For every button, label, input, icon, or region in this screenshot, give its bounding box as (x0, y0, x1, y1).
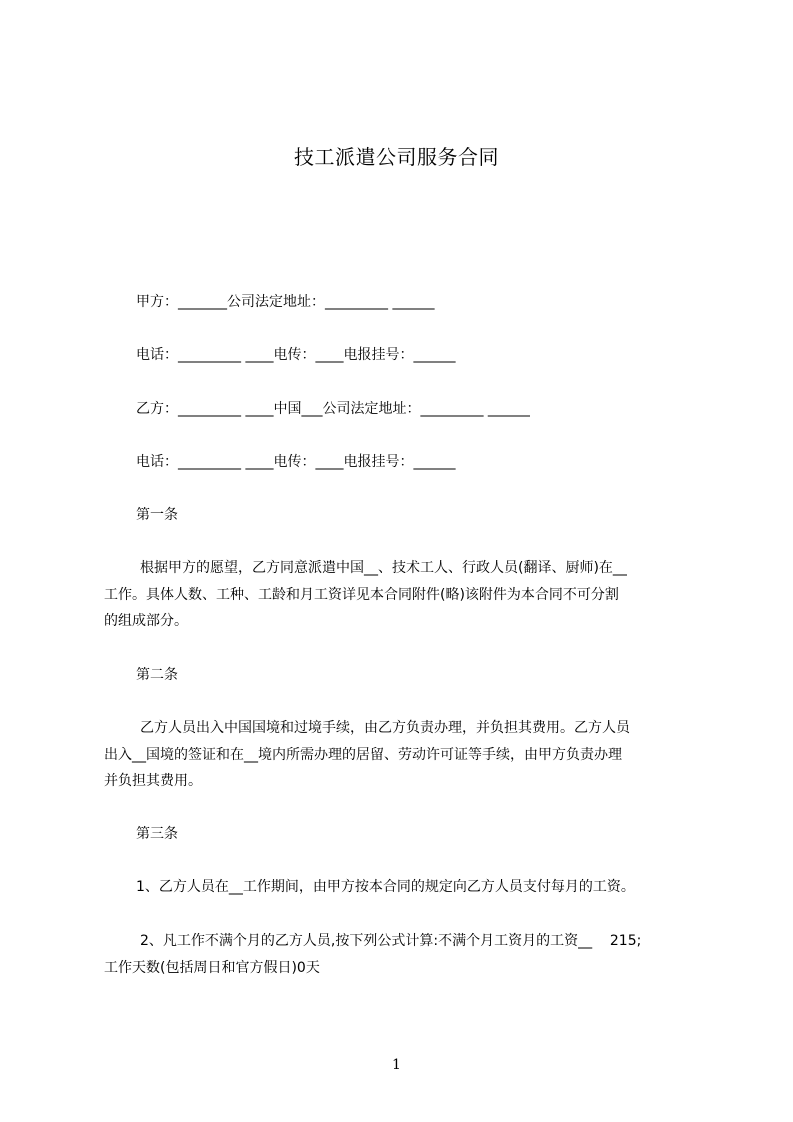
article-2-line: 出入__国境的签证和在__境内所需办理的居留、劳动许可证等手续，由甲方负责办理 (104, 747, 622, 763)
article-3-item-2: 2、凡工作不满个月的乙方人员,按下列公式计算:不满个月工资月的工资__ 215; (140, 933, 642, 949)
document-title: 技工派遣公司服务合同 (294, 145, 499, 169)
article-1-line: 根据甲方的愿望，乙方同意派遣中国__、技术工人、行政人员(翻译、厨师)在__ (140, 560, 627, 576)
article-3-item-1: 1、乙方人员在__工作期间，由甲方按本合同的规定向乙方人员支付每月的工资。 (136, 879, 635, 895)
party-a-contact-line: 电话：_________ ____电传：____电报挂号：______ (136, 347, 456, 363)
party-b-contact-line: 电话：_________ ____电传：____电报挂号：______ (136, 454, 456, 470)
article-1-line: 的组成部分。 (104, 613, 188, 629)
party-b-line: 乙方：_________ ____中国___公司法定地址：_________ ______ (136, 401, 530, 417)
article-3-item-2-continued: 工作天数(包括周日和官方假日)0天 (104, 960, 320, 976)
article-1-heading: 第一条 (136, 507, 178, 523)
page-number: 1 (392, 1057, 401, 1073)
party-a-line: 甲方：_______公司法定地址：_________ ______ (136, 294, 435, 310)
article-2-heading: 第二条 (136, 667, 178, 683)
article-2-line: 乙方人员出入中国国境和过境手续，由乙方负责办理，并负担其费用。乙方人员 (140, 720, 630, 736)
article-3-heading: 第三条 (136, 826, 178, 842)
article-1-line: 工作。具体人数、工种、工龄和月工资详见本合同附件(略)该附件为本合同不可分割 (104, 587, 619, 603)
article-2-line: 并负担其费用。 (104, 773, 202, 789)
